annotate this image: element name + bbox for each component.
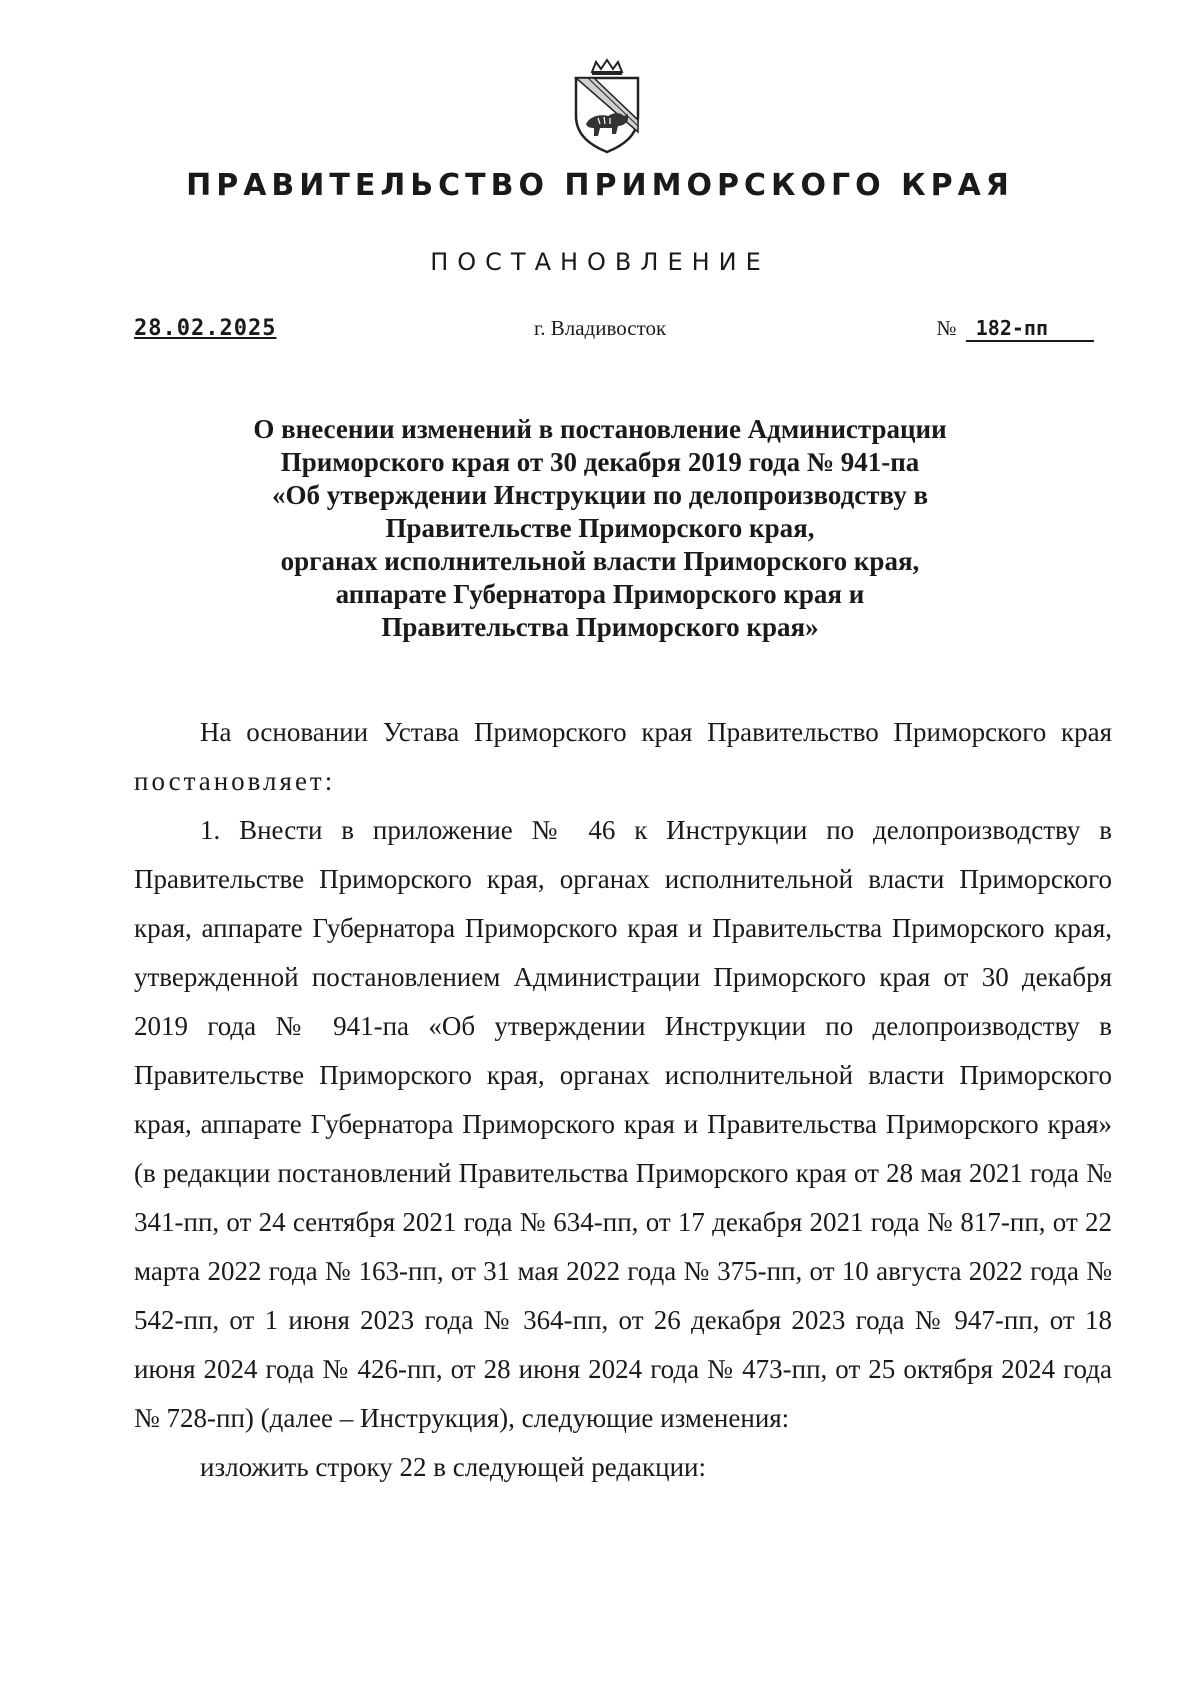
subject-line: О внесении изменений в постановление Администрации <box>253 414 947 444</box>
preamble-text: На основании Устава Приморского края Правительство Приморского края <box>200 717 1112 747</box>
organization-title: ПРАВИТЕЛЬСТВО ПРИМОРСКОГО КРАЯ <box>186 168 1014 203</box>
document-number-value: 182-пп <box>966 316 1094 342</box>
subject-line: Правительстве Приморского края, <box>385 513 815 543</box>
subject-line: Правительства Приморского края» <box>381 612 819 642</box>
subject-line: Приморского края от 30 декабря 2019 года № 941-па <box>280 447 920 477</box>
preamble-decree: постановляет: <box>134 766 336 796</box>
amendment-paragraph: изложить строку 22 в следующей редакции: <box>200 1452 707 1482</box>
item-1-paragraph: 1. Внести в приложение № 46 к Инструкции по делопроизводству в Правительстве Приморского края, органах исполнительной власти Приморского края, аппарате Губернатора Приморского края и Правительства Приморского края, утвержденной постановлением Администрации Приморского края от 30 декабря 2019 года № 941-па «Об утверждении Инструкции по делопроизводству в Правительстве Приморского края, органах исполнительной власти Приморского края, аппарате Губернатора Приморского края и Правительства Приморского края» (в редакции постановлений Правительства Приморского края от 28 мая 2021 года № 341-пп, от 24 сентября 2021 года № 634-пп, от 17 декабря 2021 года № 817-пп, от 22 марта 2022 года № 163-пп, от 31 мая 2022 года № 375-пп, от 10 августа 2022 года № 542-пп, от 1 июня 2023 года № 364-пп, от 26 декабря 2023 года № 947-пп, от 18 июня 2024 года № 426-пп, от 28 июня 2024 года № 473-пп, от 25 октября 2024 года № 728-пп) (далее – Инструкция), следующие изменения: <box>134 815 1112 1433</box>
number-sign: № <box>936 316 957 340</box>
subject-line: органах исполнительной власти Приморского края, <box>280 546 920 576</box>
subject-line: аппарате Губернатора Приморского края и <box>335 579 865 609</box>
document-subject <box>0 413 1200 644</box>
document-meta-row <box>134 316 1094 356</box>
document-type-heading: ПОСТАНОВЛЕНИЕ <box>430 248 770 276</box>
subject-line: «Об утверждении Инструкции по делопроизводству в <box>271 480 929 510</box>
document-date: 28.02.2025 <box>134 316 277 341</box>
document-body <box>134 708 1112 1492</box>
preamble-paragraph <box>134 708 1112 806</box>
document-number <box>936 316 1094 342</box>
primorsky-krai-coat-of-arms-icon <box>570 58 644 154</box>
document-city: г. Владивосток <box>534 316 667 340</box>
